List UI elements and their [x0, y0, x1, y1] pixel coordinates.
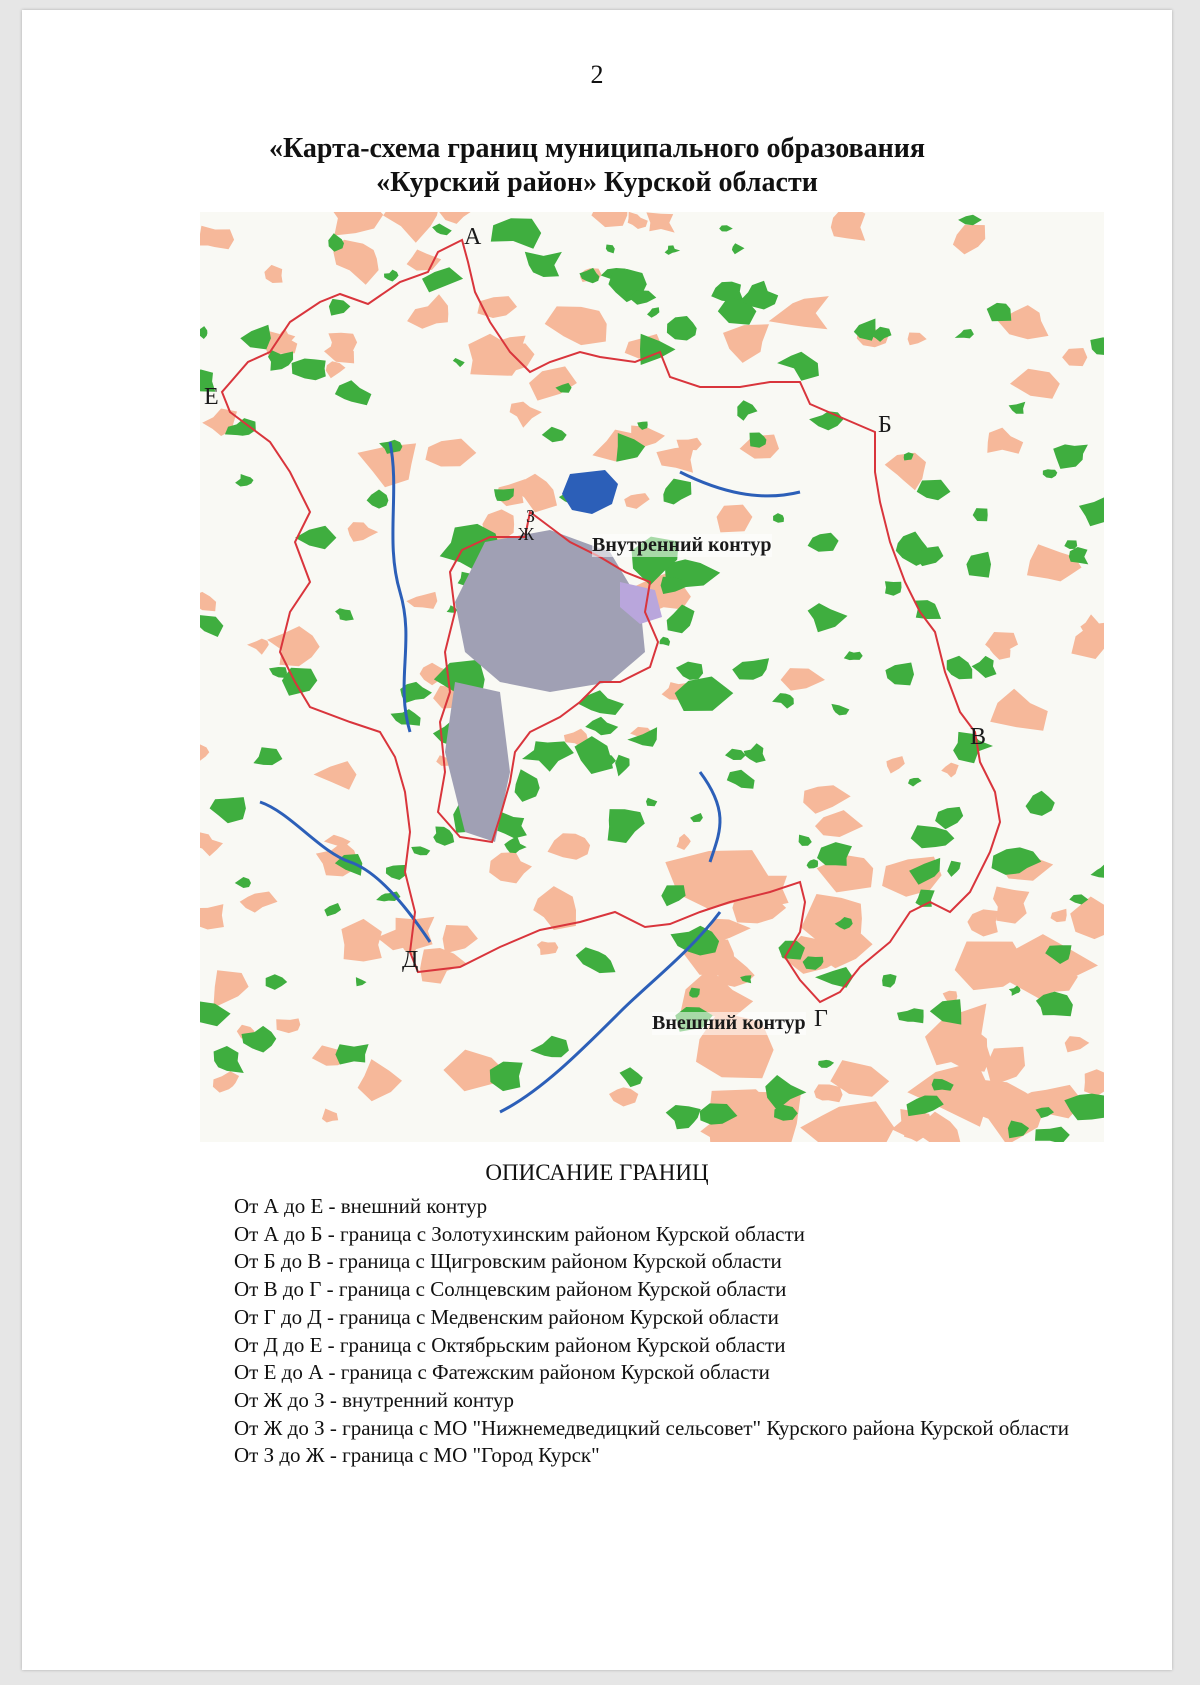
forest-patch: [737, 400, 757, 421]
forest-patch: [453, 358, 465, 367]
farmland-patch: [967, 909, 998, 936]
forest-patch: [725, 749, 746, 760]
point-label-z: З: [526, 506, 536, 526]
forest-patch: [947, 656, 973, 680]
forest-patch: [935, 807, 963, 829]
point-label-zh: Ж: [518, 524, 535, 544]
title-line-2: «Курский район» Курской области: [376, 167, 818, 198]
forest-patch: [665, 245, 681, 255]
inner-contour-label: Внутренний контур: [592, 534, 772, 556]
farmland-patch: [213, 970, 248, 1008]
forest-patch: [719, 225, 733, 231]
forest-patch: [200, 326, 207, 339]
farmland-patch: [717, 505, 753, 533]
forest-patch: [384, 270, 399, 282]
document-page: [22, 10, 1172, 1670]
forest-patch: [885, 663, 914, 686]
farmland-patch: [781, 668, 825, 691]
forest-patch: [266, 974, 288, 990]
forest-patch: [897, 1008, 924, 1023]
farmland-patch: [800, 1101, 894, 1142]
boundary-description-item: От З до Ж - граница с МО "Город Курск": [234, 1443, 600, 1468]
farmland-patch: [200, 904, 224, 929]
forest-patch: [675, 677, 734, 712]
farmland-patch: [886, 756, 904, 773]
forest-patch: [882, 974, 897, 988]
farmland-patch: [332, 212, 383, 236]
forest-patch: [335, 1044, 368, 1064]
forest-patch: [411, 846, 430, 855]
forest-patch: [579, 690, 624, 715]
boundary-description-item: От Д до Е - граница с Октябрьским районом Курской области: [234, 1332, 786, 1357]
farmland-patch: [326, 361, 346, 378]
farmland-patch: [407, 294, 448, 328]
forest-patch: [973, 508, 988, 521]
forest-patch: [663, 479, 691, 505]
farmland-patch: [1051, 909, 1067, 922]
forest-patch: [200, 615, 223, 637]
outer-contour-label: Внешний контур: [652, 1012, 806, 1034]
forest-patch: [235, 474, 253, 487]
forest-patch: [808, 603, 848, 632]
forest-patch: [831, 704, 849, 716]
boundary-description-item: От В до Г - граница с Солнцевским районом Курской области: [234, 1277, 787, 1302]
forest-patch: [615, 755, 630, 777]
farmland-patch: [609, 1087, 638, 1106]
farmland-patch: [941, 763, 959, 778]
farmland-patch: [1065, 1036, 1090, 1052]
farmland-patch: [247, 639, 269, 655]
forest-patch: [908, 778, 922, 787]
forest-patch: [210, 797, 246, 823]
farmland-patch: [439, 212, 470, 224]
forest-patch: [367, 490, 389, 509]
farmland-patch: [213, 1071, 239, 1092]
farmland-patch: [986, 1047, 1025, 1086]
farmland-patch: [1084, 1069, 1104, 1096]
boundary-description-item: От Б до В - граница с Щигровским районом Курской области: [234, 1249, 782, 1274]
page-number: 2: [590, 60, 604, 89]
forest-patch: [1026, 791, 1055, 816]
forest-patch: [646, 798, 657, 806]
forest-patch: [661, 885, 685, 906]
forest-patch: [1064, 540, 1077, 549]
forest-patch: [676, 662, 703, 680]
farmland-patch: [510, 402, 542, 428]
point-label-v: В: [970, 724, 987, 750]
forest-patch: [606, 245, 615, 254]
farmland-patch: [267, 626, 320, 666]
forest-patch: [799, 835, 812, 846]
forest-patch: [666, 1105, 701, 1129]
forest-patch: [808, 533, 839, 552]
forest-patch: [525, 252, 562, 277]
forest-patch: [530, 1036, 569, 1058]
forest-patch: [491, 218, 541, 249]
boundary-description-item: От Ж до З - граница с МО "Нижнемедведицкий сельсовет" Курского района Курской области: [234, 1415, 1070, 1440]
forest-patch: [269, 667, 287, 678]
boundary-description-item: От А до Б - граница с Золотухинским районом Курской области: [234, 1221, 805, 1246]
forest-patch: [667, 316, 697, 341]
forest-patch: [1035, 1127, 1070, 1142]
forest-patch: [1009, 986, 1021, 996]
forest-patch: [324, 903, 341, 916]
farmland-patch: [624, 493, 650, 509]
forest-patch: [1009, 402, 1026, 414]
forest-patch: [958, 215, 982, 226]
forest-patch: [809, 411, 843, 430]
boundaries-description-heading: ОПИСАНИЕ ГРАНИЦ: [485, 1160, 709, 1185]
forest-patch: [522, 741, 574, 771]
forest-patch: [885, 581, 902, 596]
forest-patch: [777, 352, 819, 381]
point-label-a: А: [464, 224, 482, 250]
farmland-patch: [831, 212, 866, 241]
farmland-patch: [545, 306, 607, 345]
forest-patch: [235, 877, 251, 888]
forest-patch: [732, 658, 769, 680]
forest-patch: [907, 1096, 944, 1117]
farmland-patch: [314, 761, 357, 790]
forest-patch: [772, 693, 794, 709]
forest-patch: [356, 977, 367, 986]
boundary-description-item: От Е до А - граница с Фатежским районом Курской области: [234, 1360, 770, 1385]
point-label-b: Б: [878, 412, 892, 438]
farmland-patch: [407, 250, 442, 271]
boundary-description-item: От Г до Д - граница с Медвенским районом Курской области: [234, 1304, 779, 1329]
farmland-patch: [987, 428, 1023, 454]
forest-patch: [335, 608, 354, 621]
boundary-description-item: От А до Е - внешний контур: [234, 1194, 488, 1218]
forest-patch: [930, 999, 962, 1024]
forest-patch: [292, 359, 326, 381]
farmland-patch: [443, 925, 478, 953]
farmland-patch: [240, 892, 278, 913]
forest-patch: [240, 325, 271, 350]
farmland-patch: [803, 785, 851, 814]
farmland-patch: [908, 333, 927, 346]
forest-patch: [818, 1060, 834, 1068]
forest-patch: [1091, 863, 1105, 878]
forest-patch: [987, 303, 1012, 321]
farmland-patch: [200, 226, 234, 249]
forest-patch: [815, 967, 853, 988]
page-title: [22, 132, 1172, 200]
point-label-e: Е: [204, 384, 219, 410]
farmland-patch: [628, 212, 648, 229]
river: [680, 472, 800, 496]
farmland-patch: [990, 689, 1048, 731]
forest-patch: [253, 747, 282, 765]
farmland-patch: [814, 1084, 843, 1102]
farmland-patch: [276, 1018, 300, 1033]
forest-patch: [911, 825, 955, 848]
farmland-patch: [723, 324, 769, 363]
farmland-patch: [425, 439, 476, 467]
farmland-patch: [591, 212, 628, 227]
forest-patch: [1069, 547, 1088, 564]
farmland-patch: [646, 212, 674, 232]
farmland-patch: [348, 522, 379, 542]
forest-patch: [917, 480, 951, 501]
forest-patch: [955, 329, 974, 338]
forest-patch: [844, 651, 863, 660]
reservoir: [562, 470, 618, 514]
farmland-patch: [200, 743, 209, 762]
forest-patch: [386, 865, 407, 880]
farmland-patch: [200, 592, 216, 611]
forest-patch: [1043, 469, 1058, 478]
forest-patch: [660, 637, 671, 646]
river: [700, 772, 720, 862]
point-label-g: Г: [814, 1006, 828, 1032]
forest-patch: [807, 859, 819, 868]
forest-patch: [690, 813, 703, 822]
forest-patch: [947, 861, 961, 877]
forest-patch: [1090, 337, 1104, 357]
farmland-patch: [985, 632, 1018, 655]
forest-patch: [1053, 444, 1088, 469]
farmland-patch: [677, 834, 691, 850]
farmland-patch: [801, 894, 862, 941]
forest-patch: [647, 307, 659, 318]
farmland-patch: [656, 446, 694, 473]
forest-patch: [1079, 497, 1104, 527]
farmland-patch: [953, 225, 985, 255]
forest-patch: [732, 243, 745, 254]
farmland-patch: [406, 592, 437, 609]
forest-patch: [966, 552, 991, 578]
forest-patch: [542, 427, 567, 443]
farmland-patch: [200, 832, 223, 857]
forest-patch: [972, 656, 997, 678]
forest-patch: [432, 224, 452, 236]
district-boundary-map: [200, 212, 1104, 1142]
forest-patch: [504, 836, 527, 853]
farmland-patch: [322, 1109, 338, 1123]
farmland-patch: [529, 366, 577, 400]
forest-patch: [214, 1046, 244, 1073]
title-line-1: «Карта-схема границ муниципального образования: [268, 133, 926, 164]
farmland-patch: [1010, 369, 1060, 399]
farmland-patch: [769, 296, 829, 329]
forest-patch: [200, 1001, 231, 1026]
forest-patch: [773, 513, 784, 523]
farmland-patch: [993, 887, 1029, 924]
farmland-patch: [489, 852, 532, 883]
forest-patch: [576, 947, 616, 973]
forest-patch: [585, 717, 618, 736]
map-graphic: [200, 212, 1104, 1142]
forest-patch: [335, 380, 372, 405]
forest-patch: [329, 299, 351, 316]
farmland-patch: [537, 941, 559, 955]
forest-patch: [620, 1067, 643, 1087]
forest-patch: [744, 743, 766, 763]
boundary-description-item: От Ж до З - внутренний контур: [234, 1387, 514, 1412]
farmland-patch: [548, 833, 591, 860]
farmland-patch: [815, 810, 863, 837]
forest-patch: [608, 809, 645, 843]
forest-patch: [667, 605, 695, 634]
farmland-patch: [1062, 348, 1087, 366]
boundaries-description-list: [234, 1193, 1069, 1470]
farmland-patch: [1070, 897, 1104, 940]
forest-patch: [515, 769, 540, 802]
farmland-patch: [341, 919, 382, 962]
forest-patch: [727, 770, 755, 789]
forest-patch: [433, 827, 454, 846]
point-label-d: Д: [402, 947, 419, 973]
farmland-patch: [264, 265, 282, 283]
farmland-patch: [358, 1059, 402, 1101]
